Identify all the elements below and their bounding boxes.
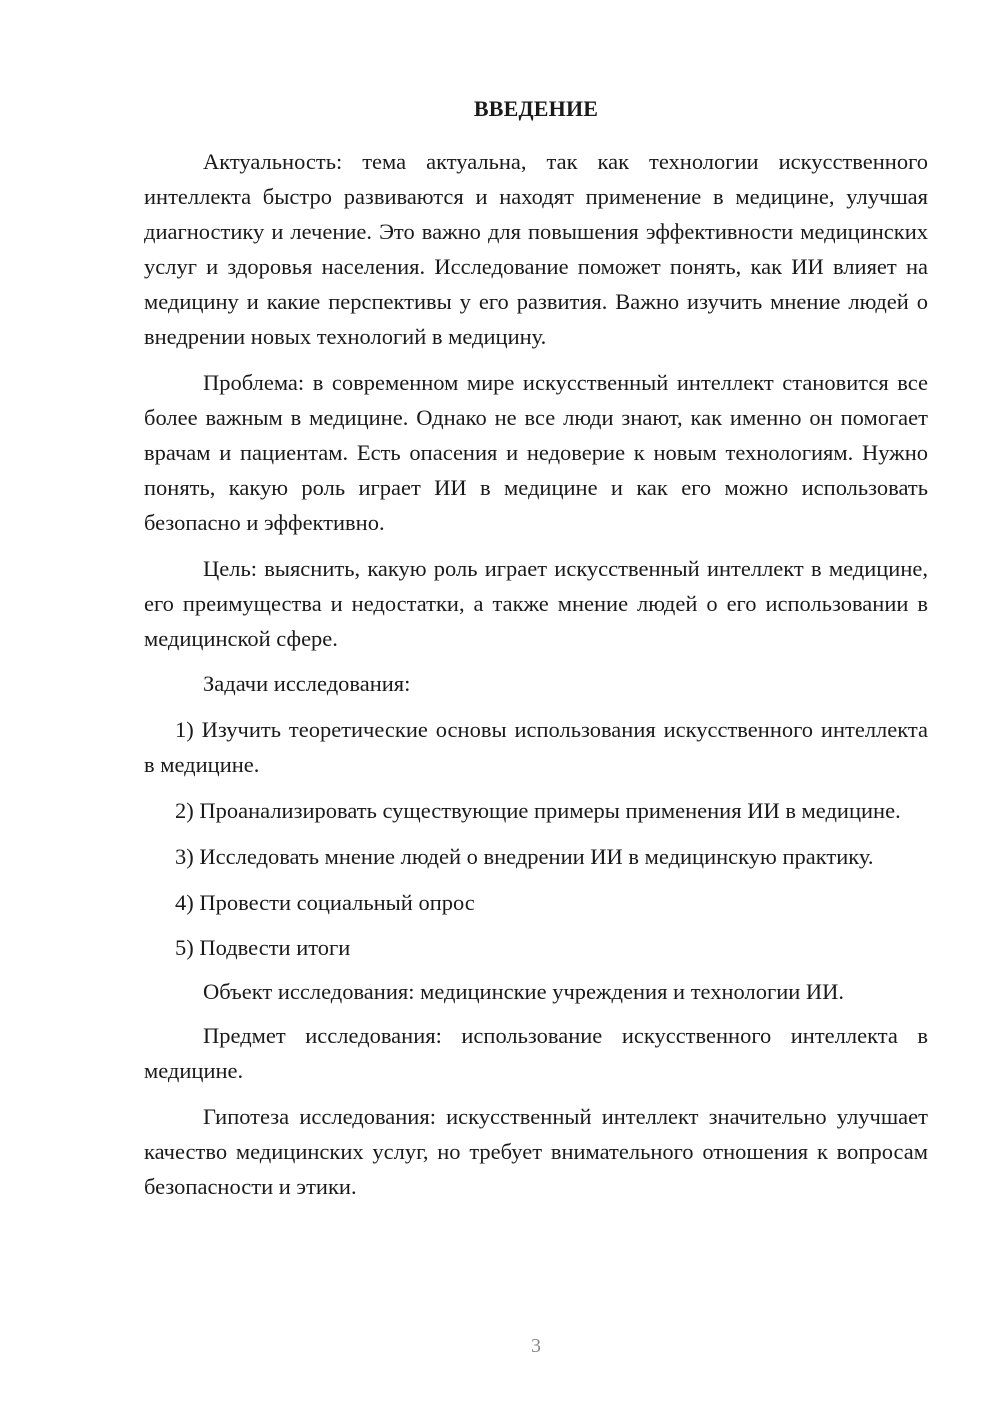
task-item-4: 4) Провести социальный опрос — [175, 890, 475, 915]
task-item-2: 2) Проанализировать существующие примеры применения ИИ в медицине. — [175, 798, 901, 823]
tasks-heading: Задачи исследования: — [203, 671, 411, 696]
subject-paragraph: Предмет исследования: использование искусственного интеллекта в медицине. — [144, 1023, 928, 1083]
object-paragraph: Объект исследования: медицинские учреждения и технологии ИИ. — [203, 979, 845, 1004]
hypothesis-paragraph: Гипотеза исследования: искусственный интеллект значительно улучшает качество медицинских услуг, но требует внимательного отношения к вопросам безопасности и этики. — [144, 1104, 928, 1199]
goal-paragraph: Цель: выяснить, какую роль играет искусственный интеллект в медицине, его преимущества и недостатки, а также мнение людей о его использовании в медицинской сфере. — [144, 556, 928, 651]
relevance-paragraph: Актуальность: тема актуальна, так как технологии искусственного интеллекта быстро развиваются и находят применение в медицине, улучшая диагностику и лечение. Это важно для повышения эффективности медицинских услуг и здоровья населения. Исследование поможет понять, как ИИ влияет на медицину и какие перспективы у его развития. Важно изучить мнение людей о внедрении новых технологий в медицину. — [144, 149, 928, 349]
page-content — [144, 94, 928, 1204]
problem-paragraph: Проблема: в современном мире искусственный интеллект становится все более важным в медицине. Однако не все люди знают, как именно он помогает врачам и пациентам. Есть опасения и недоверие к новым технологиям. Нужно понять, какую роль играет ИИ в медицине и как его можно использовать безопасно и эффективно. — [144, 370, 928, 535]
page-title: ВВЕДЕНИЕ — [473, 96, 599, 121]
task-item-3: 3) Исследовать мнение людей о внедрении ИИ в медицинскую практику. — [175, 844, 874, 869]
task-item-5: 5) Подвести итоги — [175, 935, 351, 960]
task-item-1: 1) Изучить теоретические основы использования искусственного интеллекта в медицине. — [144, 717, 928, 777]
page-number: 3 — [531, 1335, 541, 1357]
